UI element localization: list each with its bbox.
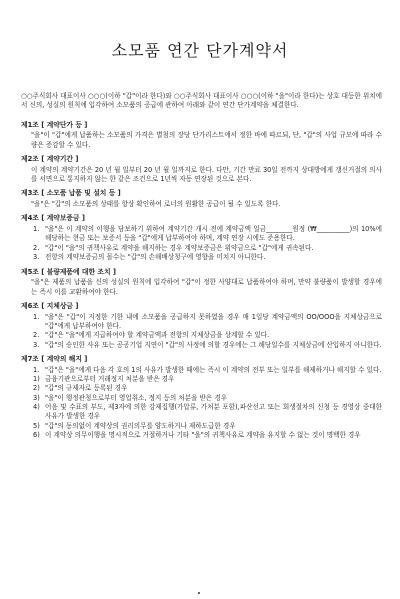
page-marker bbox=[198, 592, 200, 594]
article-item bbox=[33, 384, 382, 393]
item-number: 5) bbox=[33, 421, 40, 430]
item-number: 1. bbox=[33, 312, 40, 321]
article-1 bbox=[21, 121, 382, 150]
item-number: 2. bbox=[33, 331, 40, 340]
item-text: "갑"이 "을"의 귀책사유로 계약을 해지하는 경우 계약보증금은 위약금으로 "갑"에게 귀속된다. bbox=[45, 243, 314, 252]
article-items bbox=[21, 313, 382, 350]
article-item bbox=[33, 366, 382, 375]
article-heading: 제5조 [ 불량제품에 대한 조치 ] bbox=[21, 267, 116, 276]
item-number: 3. bbox=[33, 340, 40, 349]
article-item bbox=[33, 422, 382, 431]
article-item bbox=[33, 403, 382, 422]
item-text: "갑"은 "을"에게 다음 각 호의 1의 사유가 발생한 때에는 즉시 이 계약의 전부 또는 일부를 해제하거나 해지할 수 있다. bbox=[45, 365, 382, 374]
item-text: "을"은 "갑"이 지정한 기한 내에 소모품을 공급하지 못하였을 경우 매 1일당 계약금액의 OO/OOO을 지체상금으로 "갑"에게 납부하여야 한다. bbox=[45, 312, 382, 330]
article-5 bbox=[21, 268, 382, 297]
article-item bbox=[33, 225, 382, 244]
item-text: "갑"의 동의없이 계약상의 권리의무를 양도하거나 재하도급한 경우 bbox=[45, 421, 236, 430]
article-heading: 제7조 [ 계약의 해지 ] bbox=[21, 354, 88, 363]
document-title: 소모품 연간 단가계약서 bbox=[111, 41, 289, 60]
article-item bbox=[33, 313, 382, 332]
item-text: "갑"은 "을"에게 지급하여야 할 계약금액과 전항의 지체상금을 상계할 수 있다. bbox=[45, 331, 270, 340]
item-number: 2. bbox=[33, 243, 40, 252]
article-item bbox=[33, 394, 382, 403]
intro-paragraph: ○○주식회사 대표이사 ○○○(이하 "갑"이라 한다)와 ○○주식회사 대표이사 ○○○(이하 "을"이라 한다)는 상호 대등한 위치에서 신의, 성실의 원칙에 입각하여 소모품의 공급에 관하여 아래와 같이 연간 단가계약을 체결한다. bbox=[21, 92, 382, 110]
item-number: 3. bbox=[33, 253, 40, 262]
item-number: 2) bbox=[33, 384, 40, 393]
item-text: "갑"의 규제자로 등록된 경우 bbox=[45, 384, 128, 393]
articles-list bbox=[21, 121, 382, 441]
article-text: "을"은 제품의 납품을 신의 성실의 원칙에 입각하여 "갑"이 정한 사양대로 납품하여야 하며, 만약 불량품이 발생할 경우에는 즉시 이를 교환하여야 한다. bbox=[31, 278, 382, 296]
item-text: 전항의 계약보증금의 몰수는 "갑"의 손해배상청구에 영향을 미치지 아니한다. bbox=[45, 253, 266, 262]
item-text: "을"은 이 계약의 이행을 담보하기 위하여 계약기간 개시 전에 계약금액 일금________원정 (₩__________)의 10%에 해당하는 현금 또는 보증서 등을 "갑"에게 납부하여야 하며, 계약 연장 시에도 준용한다. bbox=[45, 225, 382, 243]
article-heading: 제2조 [ 계약기간 ] bbox=[21, 155, 79, 164]
item-number: 6) bbox=[33, 431, 40, 440]
item-text: 금융기관으로부터 거래정지 처분을 받은 경우 bbox=[45, 374, 175, 383]
item-number: 1) bbox=[33, 374, 40, 383]
article-text: 이 계약의 계약기간은 20 년 월 일부터 20 년 월 일까지로 한다. 다만, 기간 만료 30일 전까지 상대방에게 갱신거절의 의사를 서면으로 통지하지 않는 한 같은 조건으로 1년씩 자동 연장된 것으로 본다. bbox=[31, 165, 382, 184]
article-item bbox=[33, 331, 382, 340]
article-heading: 제3조 [ 소모품 납품 및 설치 등 ] bbox=[21, 189, 121, 198]
article-heading: 제6조 [ 지체상금 ] bbox=[21, 301, 79, 310]
article-item bbox=[33, 341, 382, 350]
item-number: 4) bbox=[33, 403, 40, 412]
article-item bbox=[33, 375, 382, 384]
item-text: 이 계약상 의무이행을 명시적으로 거절하거나 기타 "을"의 귀책사유로 계약을 유지할 수 없는 것이 명백한 경우 bbox=[45, 431, 361, 440]
article-7 bbox=[21, 355, 382, 441]
item-number: 3) bbox=[33, 393, 40, 402]
article-heading: 제4조 [ 계약보증금 ] bbox=[21, 214, 86, 223]
article-4 bbox=[21, 214, 382, 262]
article-6 bbox=[21, 302, 382, 350]
item-text: 어음 및 수표의 부도, 제3자에 의한 강제집행(가압류, 가처분 포함),파산선고 또는 회생절차의 신청 등 경영상 중대한 사유가 발생한 경우 bbox=[45, 403, 382, 421]
article-item bbox=[33, 431, 382, 440]
item-number: 1. bbox=[33, 365, 40, 374]
article-2 bbox=[21, 155, 382, 184]
contract-body bbox=[21, 92, 382, 445]
article-heading: 제1조 [ 계약단가 등 ] bbox=[21, 120, 88, 129]
article-item bbox=[33, 244, 382, 253]
article-items bbox=[21, 225, 382, 262]
article-3 bbox=[21, 189, 382, 209]
item-text: "을"이 행정관청으로부터 영업취소, 정지 등의 처분을 받은 경우 bbox=[45, 393, 228, 402]
item-text: "갑"의 승인한 사유 또는 공공기업 지연이 "갑"의 사정에 의할 경우에는 그 해당일수를 지체상금에 산입하지 아니한다. bbox=[45, 340, 382, 349]
article-text: "을"이 "갑"에게 납품하는 소모품의 가격은 별첨의 장당 단가리스트에서 정한 바에 따르되, 단, "갑"의 사업 규모에 따라 수량은 증감할 수 있다. bbox=[31, 131, 382, 149]
article-item bbox=[33, 253, 382, 262]
article-text: "을"은 "갑"의 소모품의 상태를 항상 확인하여 로너의 원활한 공급이 될 수 있도록 한다. bbox=[31, 200, 281, 209]
article-items bbox=[21, 366, 382, 441]
item-number: 1. bbox=[33, 225, 40, 234]
